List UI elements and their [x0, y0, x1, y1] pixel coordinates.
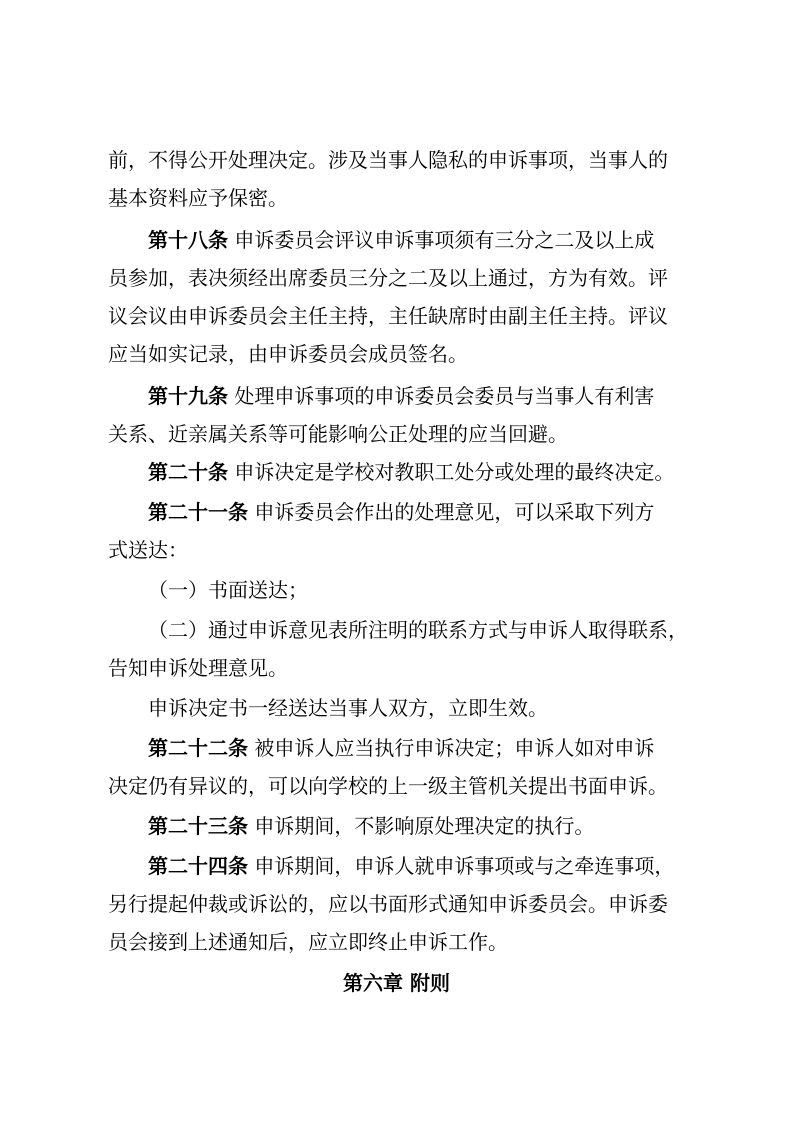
text-line: 议会议由申诉委员会主任主持，主任缺席时由副主任主持。评议: [108, 304, 668, 328]
article-heading: 第二十条: [148, 460, 228, 484]
article-24: 第二十四条 申诉期间，申诉人就申诉事项或与之牵连事项，: [148, 854, 675, 878]
article-21: 第二十一条 申诉委员会作出的处理意见，可以采取下列方: [148, 500, 655, 524]
text-line: 前，不得公开处理决定。涉及当事人隐私的申诉事项，当事人的: [108, 148, 668, 172]
chapter-title: 第六章 附则: [343, 971, 450, 995]
list-item: （一）书面送达；: [148, 578, 308, 602]
text-line: 关系、近亲属关系等可能影响公正处理的应当回避。: [108, 422, 568, 446]
text-line: 申诉决定书一经送达当事人双方，立即生效。: [148, 696, 548, 720]
text-line: 应当如实记录，由申诉委员会成员签名。: [108, 342, 468, 366]
text-line: 决定仍有异议的，可以向学校的上一级主管机关提出书面申诉。: [108, 774, 668, 798]
article-23: 第二十三条 申诉期间，不影响原处理决定的执行。: [148, 814, 595, 838]
article-20: 第二十条 申诉决定是学校对教职工处分或处理的最终决定。: [148, 460, 675, 484]
article-heading: 第十九条: [148, 384, 228, 408]
text-line: 另行提起仲裁或诉讼的，应以书面形式通知申诉委员会。申诉委: [108, 892, 668, 916]
article-heading: 第十八条: [148, 228, 228, 252]
text-line: 基本资料应予保密。: [108, 186, 288, 210]
text-line-last: 员会接到上述通知后，应立即终止申诉工作。: [108, 930, 508, 954]
article-18: 第十八条 申诉委员会评议申诉事项须有三分之二及以上成: [148, 228, 655, 252]
text-line: 员参加，表决须经出席委员三分之二及以上通过，方为有效。评: [108, 266, 668, 290]
article-heading: 第二十四条: [148, 854, 248, 878]
article-heading: 第二十一条: [148, 500, 248, 524]
article-heading: 第二十二条: [148, 736, 248, 760]
article-22: 第二十二条 被申诉人应当执行申诉决定；申诉人如对申诉: [148, 736, 655, 760]
text-line: 告知申诉处理意见。: [108, 656, 288, 680]
article-heading: 第二十三条: [148, 814, 248, 838]
article-19: 第十九条 处理申诉事项的申诉委员会委员与当事人有利害: [148, 384, 655, 408]
text-line: 式送达：: [108, 538, 188, 562]
list-item: （二）通过申诉意见表所注明的联系方式与申诉人取得联系，: [148, 618, 688, 642]
